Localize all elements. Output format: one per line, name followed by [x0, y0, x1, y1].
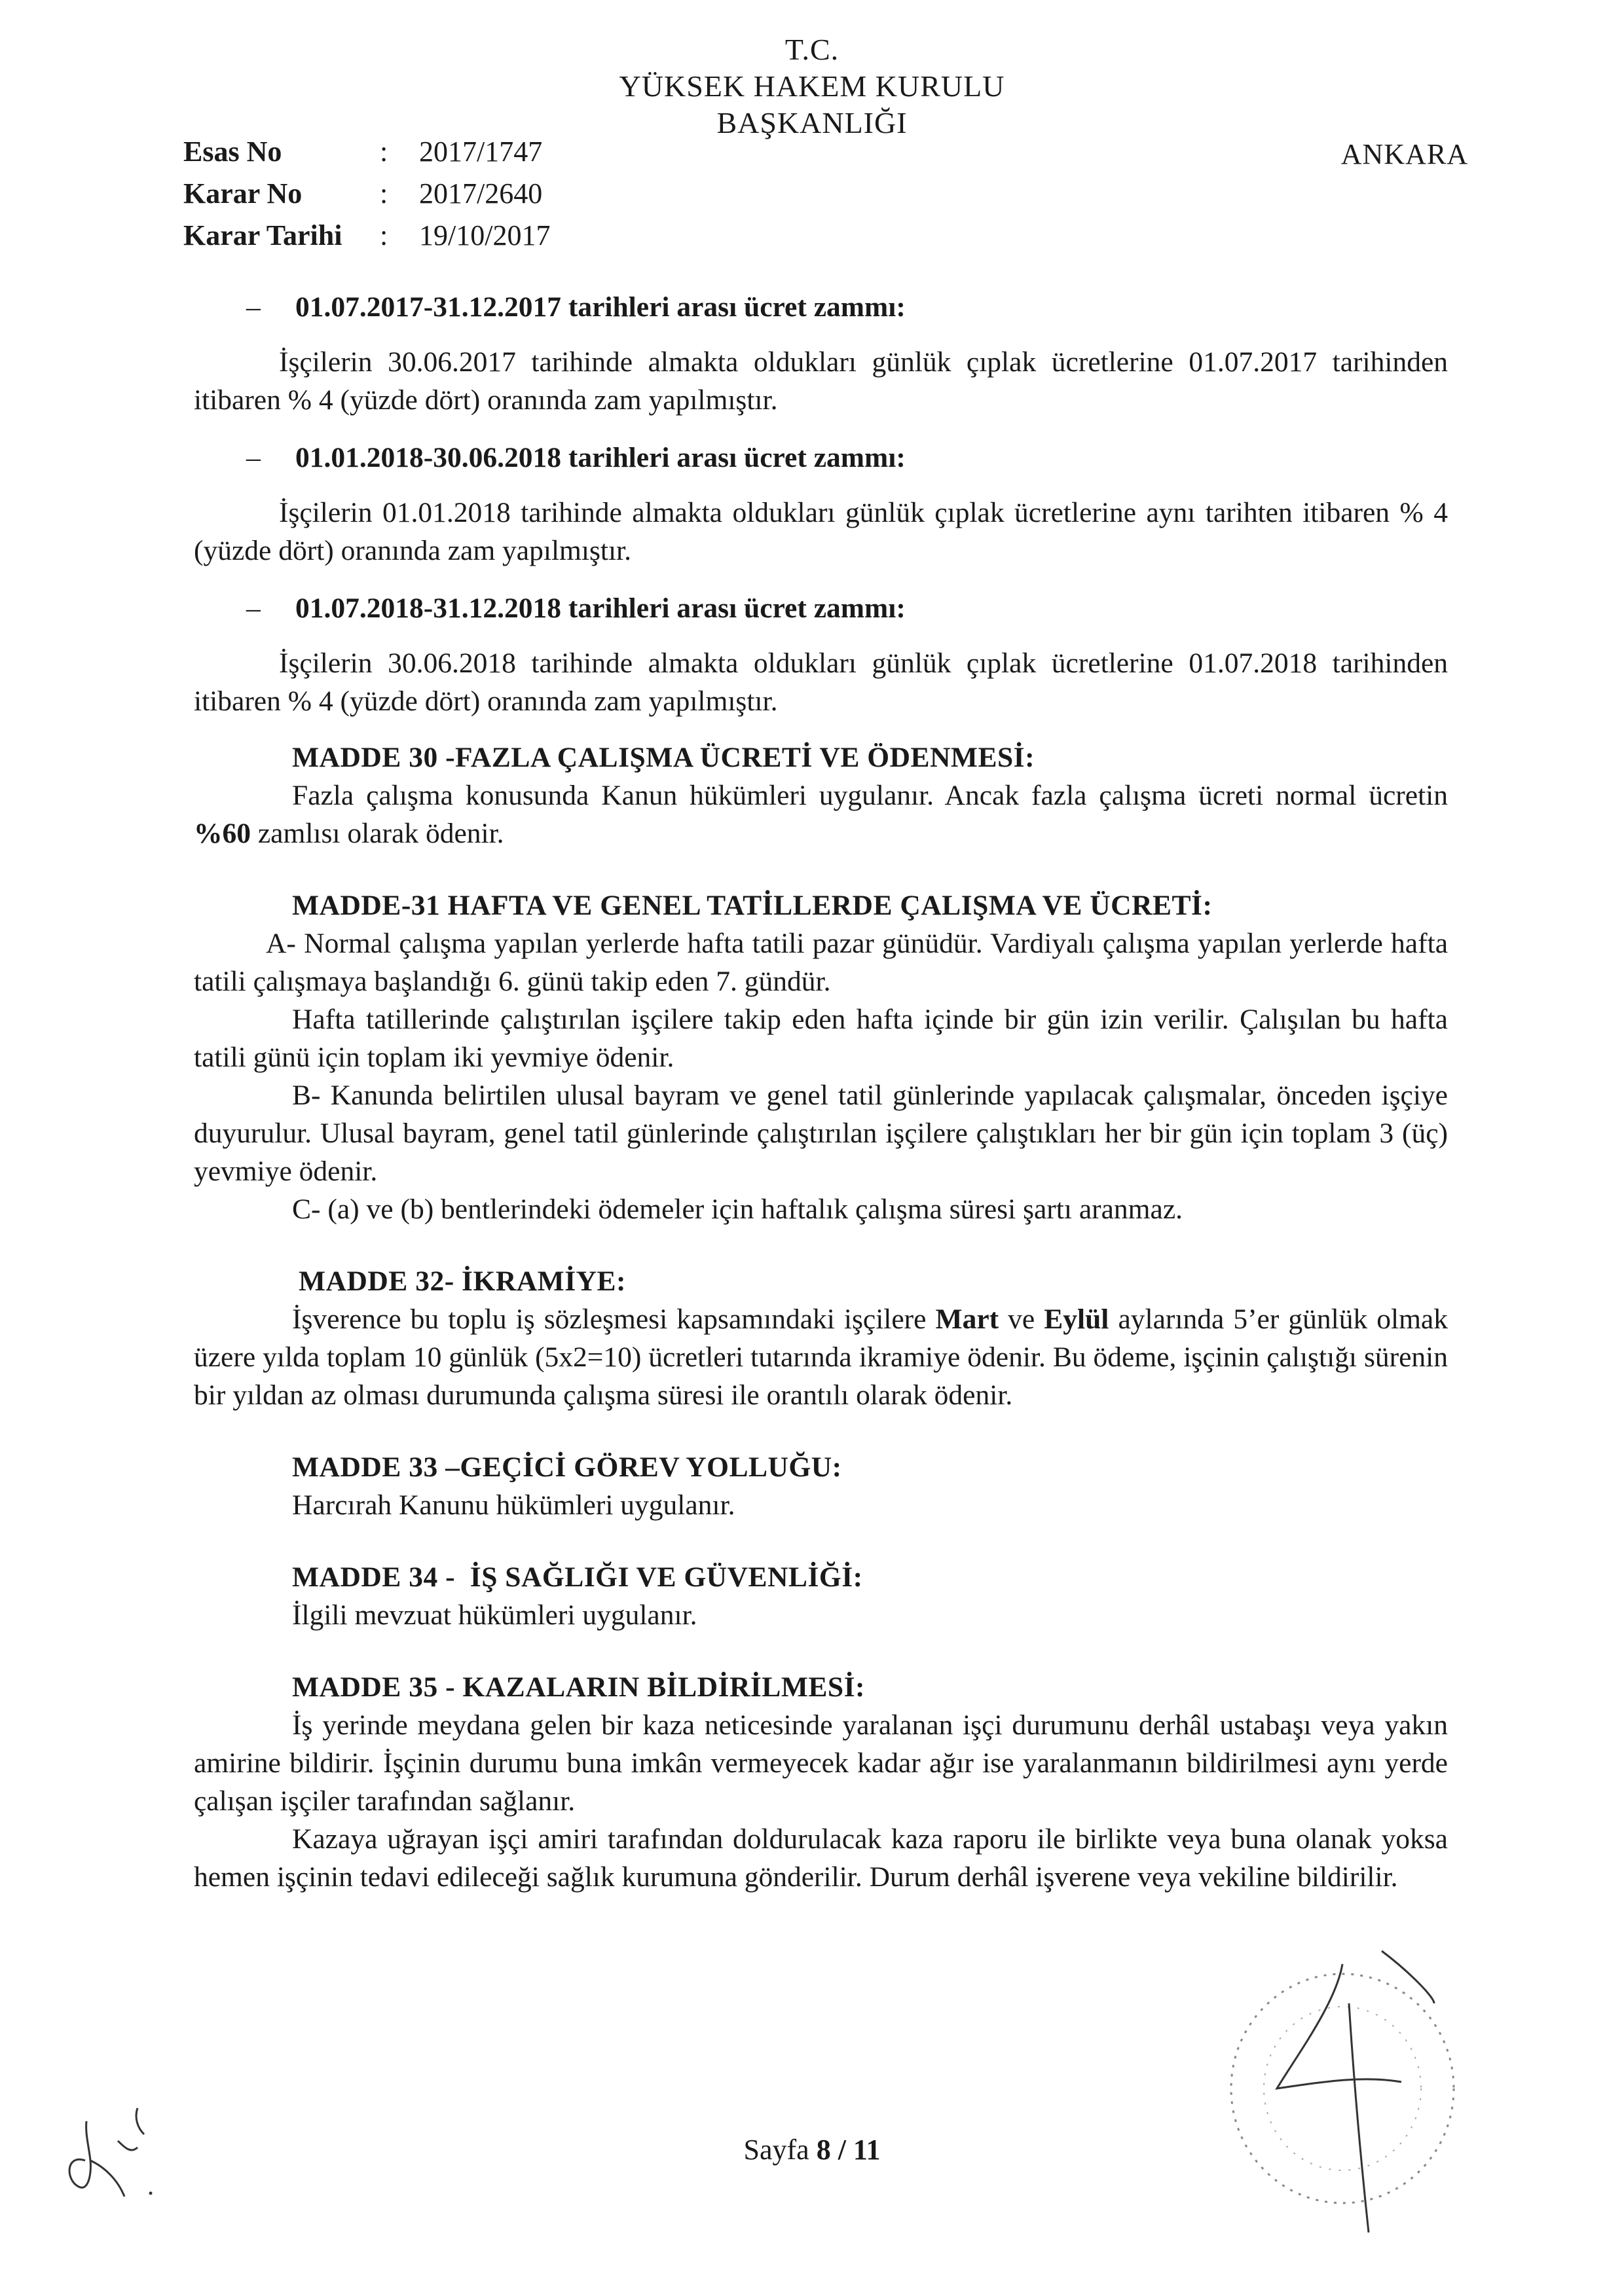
- case-colon: :: [380, 136, 388, 168]
- case-row-karar-tarihi: [183, 215, 550, 257]
- madde-31-paragraph: A- Normal çalışma yapılan yerlerde hafta tatili pazar günüdür. Vardiyalı çalışma yapılan yerlerde hafta tatili çalışmaya başlandığı 6. günü takip eden 7. gündür.: [194, 928, 1448, 997]
- madde-32-heading: MADDE 32- İKRAMİYE:: [299, 1266, 627, 1297]
- madde-34-text: İlgili mevzuat hükümleri uygulanır.: [292, 1599, 697, 1631]
- wage-increase-text: İşçilerin 01.01.2018 tarihinde almakta oldukları günlük çıplak ücretlerine aynı tarihten itibaren % 4 (yüzde dört) oranında zam yapılmıştır.: [194, 497, 1448, 566]
- document-header: [0, 31, 1624, 141]
- case-row-esas: [183, 131, 550, 173]
- madde-31-paragraph: C- (a) ve (b) bentlerindeki ödemeler için haftalık çalışma süresi şartı aranmaz.: [292, 1194, 1183, 1225]
- madde-31-paragraph: Hafta tatillerinde çalıştırılan işçilere takip eden hafta içinde bir gün izin verilir. Çalışılan bu hafta tatili günü için toplam iki yevmiye ödenir.: [194, 1004, 1448, 1073]
- wage-increase-text: İşçilerin 30.06.2017 tarihinde almakta oldukları günlük çıplak ücretlerine 01.07.2017 tarihinden itibaren % 4 (yüzde dört) oranında zam yapılmıştır.: [194, 346, 1448, 416]
- madde-35-paragraph: Kazaya uğrayan işçi amiri tarafından doldurulacak kaza raporu ile birlikte veya buna olanak yoksa hemen işçinin tedavi edileceği sağlık kurumuna gönderilir. Durum derhâl işverene veya vekiline bildirilir.: [194, 1823, 1448, 1893]
- case-label: Esas No: [183, 136, 282, 168]
- madde-31-heading: MADDE-31 HAFTA VE GENEL TATİLLERDE ÇALIŞMA VE ÜCRETİ:: [292, 890, 1213, 921]
- madde-33-heading: MADDE 33 –GEÇİCİ GÖREV YOLLUĞU:: [292, 1451, 842, 1483]
- wage-increase-heading: – 01.01.2018-30.06.2018 tarihleri arası ücret zammı:: [246, 442, 906, 473]
- signature-mark: [39, 2082, 183, 2213]
- case-value: 2017/1747: [419, 136, 543, 168]
- page-number: Sayfa 8 / 11: [743, 2134, 881, 2166]
- madde-33-text: Harcırah Kanunu hükümleri uygulanır.: [292, 1489, 735, 1521]
- header-city: ANKARA: [1340, 138, 1468, 170]
- case-row-karar: [183, 173, 550, 215]
- case-colon: :: [380, 177, 388, 210]
- case-label: Karar Tarihi: [183, 219, 342, 251]
- madde-35-heading: MADDE 35 - KAZALARIN BİLDİRİLMESİ:: [292, 1671, 865, 1703]
- madde-34-heading: MADDE 34 - İŞ SAĞLIĞI VE GÜVENLİĞİ:: [292, 1561, 863, 1593]
- madde-31-paragraph: B- Kanunda belirtilen ulusal bayram ve genel tatil günlerinde yapılacak çalışmalar, önceden işçiye duyurulur. Ulusal bayram, genel tatil günlerinde çalıştırılan işçilere çalıştıkları her bir gün için toplam 3 (üç) yevmiye ödenir.: [194, 1080, 1448, 1187]
- case-label: Karar No: [183, 177, 303, 210]
- header-department: BAŞKANLIĞI: [716, 106, 908, 139]
- case-info: [183, 131, 550, 257]
- case-value: 2017/2640: [419, 177, 543, 210]
- header-institution: YÜKSEK HAKEM KURULU: [619, 69, 1005, 103]
- stamp-seal: [1218, 1925, 1506, 2265]
- madde-32-text: İşverence bu toplu iş sözleşmesi kapsamındaki işçilere Mart ve Eylül aylarında 5’er günlük olmak üzere yılda toplam 10 günlük (5x2=10) ücretleri tutarında ikramiye ödenir. Bu ödeme, işçinin çalıştığı sürenin bir yıldan az olması durumunda çalışma süresi ile orantılı olarak ödenir.: [194, 1303, 1448, 1411]
- header-tc: T.C.: [784, 33, 840, 66]
- wage-increase-text: İşçilerin 30.06.2018 tarihinde almakta oldukları günlük çıplak ücretlerine 01.07.2018 tarihinden itibaren % 4 (yüzde dört) oranında zam yapılmıştır.: [194, 647, 1448, 717]
- madde-30-text: Fazla çalışma konusunda Kanun hükümleri uygulanır. Ancak fazla çalışma ücreti normal ücretin %60 zamlısı olarak ödenir.: [194, 780, 1448, 849]
- document-body: [194, 282, 1448, 1896]
- madde-30-heading: MADDE 30 -FAZLA ÇALIŞMA ÜCRETİ VE ÖDENMESİ:: [292, 742, 1035, 773]
- wage-increase-heading: – 01.07.2018-31.12.2018 tarihleri arası ücret zammı:: [246, 592, 906, 624]
- case-colon: :: [380, 219, 388, 251]
- case-value: 19/10/2017: [419, 219, 551, 251]
- wage-increase-heading: – 01.07.2017-31.12.2017 tarihleri arası ücret zammı:: [246, 291, 906, 323]
- madde-35-paragraph: İş yerinde meydana gelen bir kaza neticesinde yaralanan işçi durumunu derhâl ustabaşı veya yakın amirine bildirir. İşçinin durumu buna imkân vermeyecek kadar ağır ise yaralanmanın bildirilmesi aynı yerde çalışan işçiler tarafından sağlanır.: [194, 1709, 1448, 1817]
